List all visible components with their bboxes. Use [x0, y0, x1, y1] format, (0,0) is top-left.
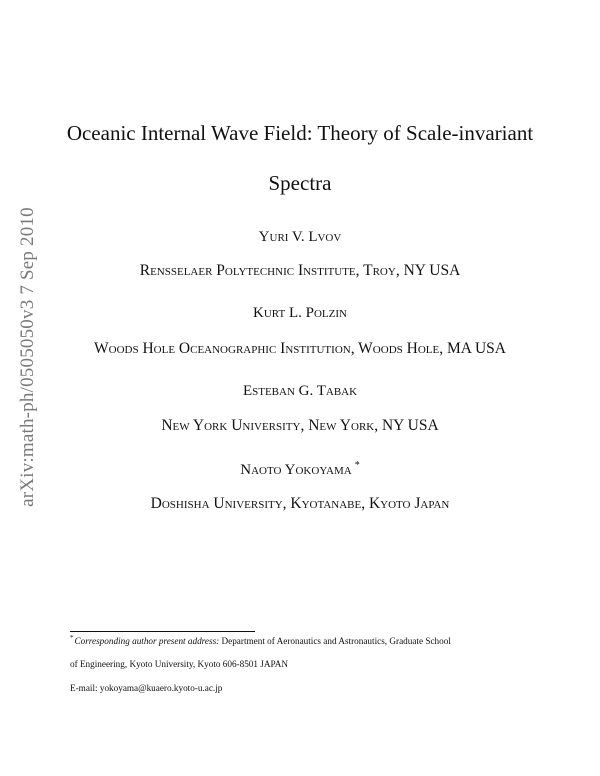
footnote-text-1: Department of Aeronautics and Astronautics, Graduate School [221, 636, 451, 647]
arxiv-stamp: arXiv:math-ph/0505050v3 7 Sep 2010 [17, 207, 38, 507]
affiliation-doshisha: Doshisha University, Kyotanabe, Kyoto Japan [150, 495, 450, 512]
footnote-mark: * [70, 634, 74, 642]
footnote-email: E-mail: yokoyama@kuaero.kyoto-u.ac.jp [70, 683, 223, 693]
affiliation-woods-hole: Woods Hole Oceanographic Institution, Woods Hole, MA USA [94, 340, 506, 357]
footnote-rule [70, 631, 255, 632]
paper-title-line-1: Oceanic Internal Wave Field: Theory of Scale-invariant [66, 121, 534, 145]
author-footnote-mark: * [354, 460, 360, 471]
footnote-label: Corresponding author present address: [74, 636, 220, 647]
author-tabak: Esteban G. Tabak [242, 383, 358, 399]
author-lvov: Yuri V. Lvov [258, 229, 342, 245]
affiliation-nyu: New York University, New York, NY USA [161, 417, 439, 434]
footnote-line-2: of Engineering, Kyoto University, Kyoto 606-8501 JAPAN [70, 659, 289, 669]
author-yokoyama-name: Naoto Yokoyama [240, 462, 352, 478]
footnote-line-1 [70, 635, 451, 646]
author-yokoyama [0, 461, 600, 478]
author-polzin: Kurt L. Polzin [253, 305, 347, 321]
paper-title-line-2: Spectra [268, 171, 332, 195]
affiliation-rensselaer: Rensselaer Polytechnic Institute, Troy, NY USA [139, 262, 461, 279]
